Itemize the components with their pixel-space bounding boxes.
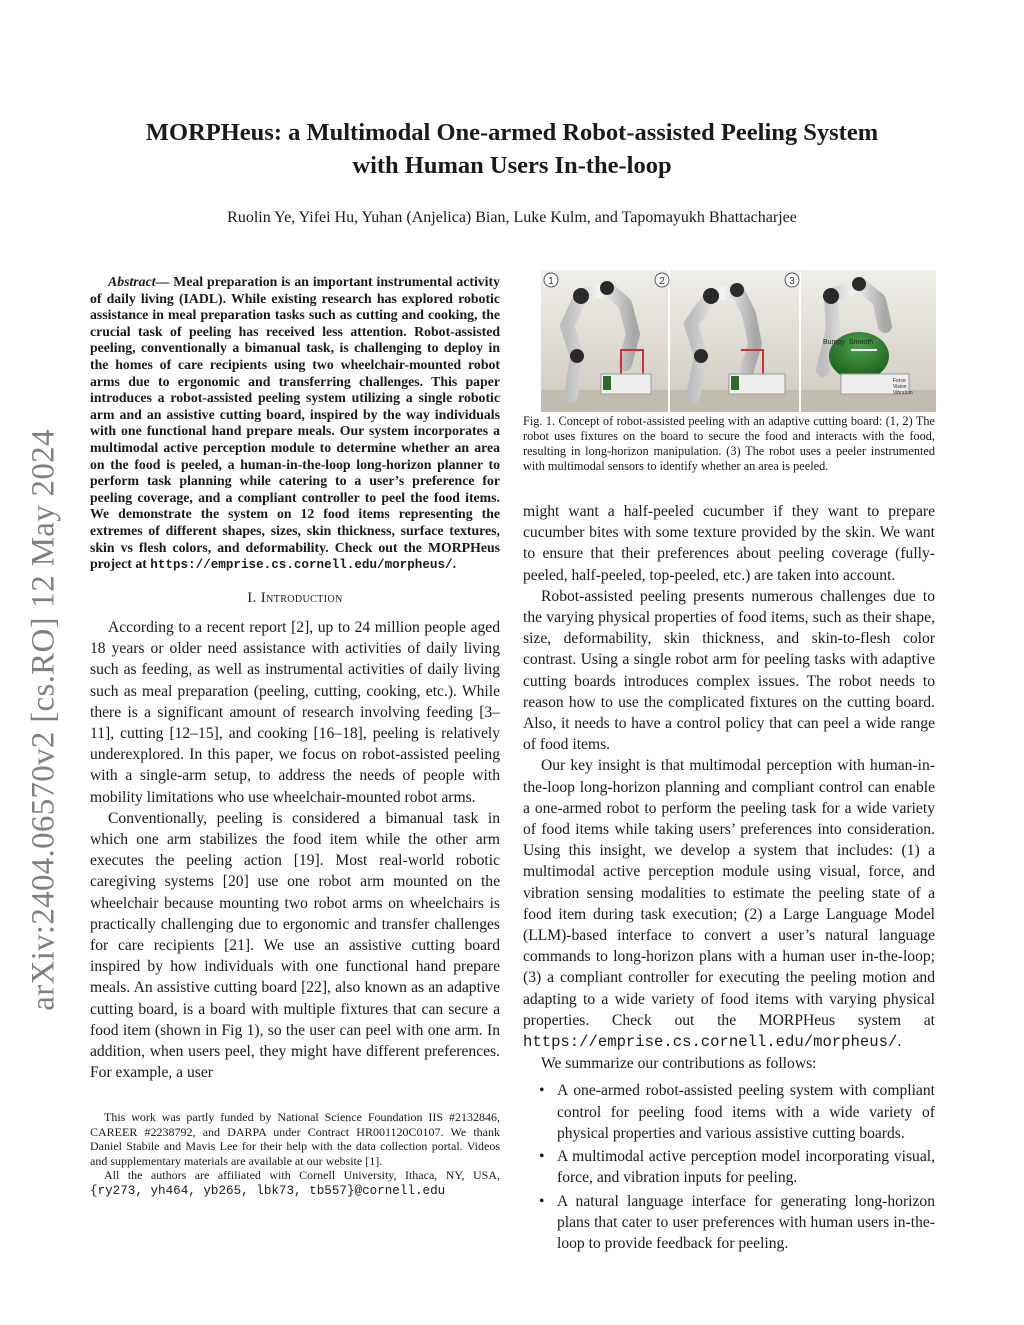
figure-1 xyxy=(541,270,936,412)
panel-number-1: 1 xyxy=(548,276,554,287)
title-line-1: MORPHeus: a Multimodal One-armed Robot-assisted Peeling System xyxy=(145,119,879,146)
title-line-2: with Human Users In-the-loop xyxy=(352,152,672,179)
footnote xyxy=(90,1110,500,1198)
system-link[interactable]: https://emprise.cs.cornell.edu/morpheus/ xyxy=(523,1033,898,1052)
abstract-dash: — xyxy=(155,274,174,289)
bullet-icon: • xyxy=(539,1192,545,1210)
project-link[interactable]: https://emprise.cs.cornell.edu/morpheus/ xyxy=(150,558,453,573)
intro-paragraph-2: Conventionally, peeling is considered a bimanual task in which one arm stabilizes the food item while the other arm executes the peeling action [19]. Most real-world robotic caregiving systems [20] use one robot arm mounted on the wheelchair because mounting two robot arms on wheelchairs is practically challenging due to ergonomic and transfer challenges for care recipients [21]. We use an assistive cutting board inspired by how individuals with one functional hand prepare meals. An assistive cutting board [22], also known as an adaptive cutting board, is a board with multiple fixtures that can secure a food item (shown in Fig 1), so the user can peel with one arm. In addition, when users peel, they might have different preferences. For example, a user xyxy=(90,809,500,1082)
label-vibration: Vibration xyxy=(893,390,913,396)
abstract-text: Meal preparation is an important instrumental activity of daily living (IADL). While existing research has explored robotic assistance in meal preparation tasks such as cutting and cooking, the crucial task of peeling has received less attention. Robot-assisted peeling, conventionally a bimanual task, is challenging to deploy in the homes of care recipients using two wheelchair-mounted robot arms due to ergonomic and transferring challenges. This paper introduces a robot-assisted peeling system utilizing a single robotic arm and an assistive cutting board, inspired by the way individuals with one functional hand prepare meals. Our system incorporates a multimodal active perception module to determine whether an area on the food is peeled, a human-in-the-loop long-horizon planner to perform task planning while catering to a user’s preference for peeling coverage, and a compliant controller to peel the food items. We demonstrate the system on 12 food items representing the extremes of different shapes, sizes, skin thickness, surface textures, skin vs flesh colors, and deformability. Check out the MORPHeus project at xyxy=(90,274,500,572)
abstract xyxy=(90,274,500,574)
paper-title xyxy=(60,116,964,182)
panel-number-2: 2 xyxy=(659,276,665,287)
affiliation-note xyxy=(90,1168,500,1198)
label-vision: Vision xyxy=(893,384,907,390)
abstract-label: Abstract xyxy=(108,274,156,289)
author-emails: {ry273, yh464, yb265, lbk73, tb557}@cornell.edu xyxy=(90,1183,446,1198)
bullet-icon: • xyxy=(539,1082,545,1100)
panel-number-3: 3 xyxy=(789,276,795,287)
author-list: Ruolin Ye, Yifei Hu, Yuhan (Anjelica) Bian, Luke Kulm, and Tapomayukh Bhattacharjee xyxy=(227,209,797,226)
figure-1-caption: Fig. 1. Concept of robot-assisted peeling with an adaptive cutting board: (1, 2) The robot uses fixtures on the board to secure the food and interacts with the food, resulting in long-horizon manipulation. (3) The robot uses a peeler instrumented with multimodal sensors to identify whether an area is peeled. xyxy=(523,414,935,473)
right-paragraph-1: might want a half-peeled cucumber if they want to prepare cucumber bites with some texture provided by the skin. We want to ensure that their preferences about peeling coverage (fully-peeled, half-peeled, top-peeled, etc.) are taken into account. xyxy=(523,503,935,584)
bullet-icon: • xyxy=(539,1148,545,1166)
contribution-item xyxy=(523,1080,935,1144)
label-force: Force xyxy=(893,378,906,384)
section-title: Introduction xyxy=(260,589,343,606)
left-column xyxy=(90,274,500,1083)
intro-paragraph-1: According to a recent report [2], up to 24 million people aged 18 years or older need assistance with activities of daily living such as feeding, as well as instrumental activities of daily living such as meal preparation (peeling, cutting, cooking, etc.). While there is a significant amount of research involving feeding [3–11], cutting [12–15], and cooking [16–18], peeling is relatively underexplored. In this paper, we focus on robot-assisted peeling with a single-arm setup, to address the needs of people with mobility limitations who use wheelchair-mounted robot arms. xyxy=(90,618,500,806)
contributions-list xyxy=(523,1080,935,1254)
abstract-end: . xyxy=(452,556,457,572)
contribution-text: A natural language interface for generating long-horizon plans that cater to user preferences with human users in-the-loop to provide feedback for peeling. xyxy=(557,1192,935,1252)
right-paragraph-2: Robot-assisted peeling presents numerous challenges due to the varying physical properties of food items, such as their shape, size, deformability, skin thickness, and skin-to-flesh color contrast. Using a single robot arm for peeling tasks with adaptive cutting boards introduces complex issues. The robot needs to reason how to use the complicated fixtures on the cutting board. Also, it needs to have a control policy that can peel a wide range of food items. xyxy=(523,587,935,754)
right-paragraph-3-end: . xyxy=(897,1033,902,1051)
label-bumpy: Bumpy xyxy=(823,339,845,346)
figure-1-illustration xyxy=(541,270,936,412)
funding-note: This work was partly funded by National Science Foundation IIS #2132846, CAREER #2238792, and DARPA under Contract HR001120C0107. We thank Daniel Stabile and Mavis Lee for their help with the data collection portal. Videos and supplementary materials are available at our website [1]. xyxy=(90,1110,500,1168)
right-paragraph-3-text: Our key insight is that multimodal perception with human-in-the-loop long-horizon planning and compliant control can enable a one-armed robot to perform the peeling task for a wide variety of food items while taking users’ preferences into consideration. Using this insight, we develop a system that includes: (1) a multimodal active perception module using visual, force, and vibration sensing modalities to estimate the peeling state of a food item during task execution; (2) a Large Language Model (LLM)-based interface to convert a user’s natural language commands to long-horizon plans with a human user in-the-loop; (3) a compliant controller for executing the peeling motion and adapting to a wide variety of food items with varying physical properties. Check out the MORPHeus system at xyxy=(523,757,935,1029)
section-heading-introduction xyxy=(90,588,500,609)
contributions-intro: We summarize our contributions as follows: xyxy=(541,1055,817,1073)
right-column xyxy=(523,501,935,1256)
contribution-item xyxy=(523,1146,935,1188)
right-paragraph-3 xyxy=(523,755,935,1053)
contribution-text: A multimodal active perception model incorporating visual, force, and vibration inputs for peeling. xyxy=(557,1148,935,1187)
affiliation-text: All the authors are affiliated with Cornell University, Ithaca, NY, USA, xyxy=(104,1168,500,1182)
contribution-item xyxy=(523,1191,935,1255)
label-smooth: Smooth xyxy=(849,339,874,346)
arxiv-identifier-text: arXiv:2404.06570v2 [cs.RO] 12 May 2024 xyxy=(25,429,62,1011)
section-number: I. xyxy=(247,589,261,606)
contribution-text: A one-armed robot-assisted peeling system with compliant control for peeling food items with a wide variety of physical properties and various assistive cutting boards. xyxy=(557,1082,935,1142)
